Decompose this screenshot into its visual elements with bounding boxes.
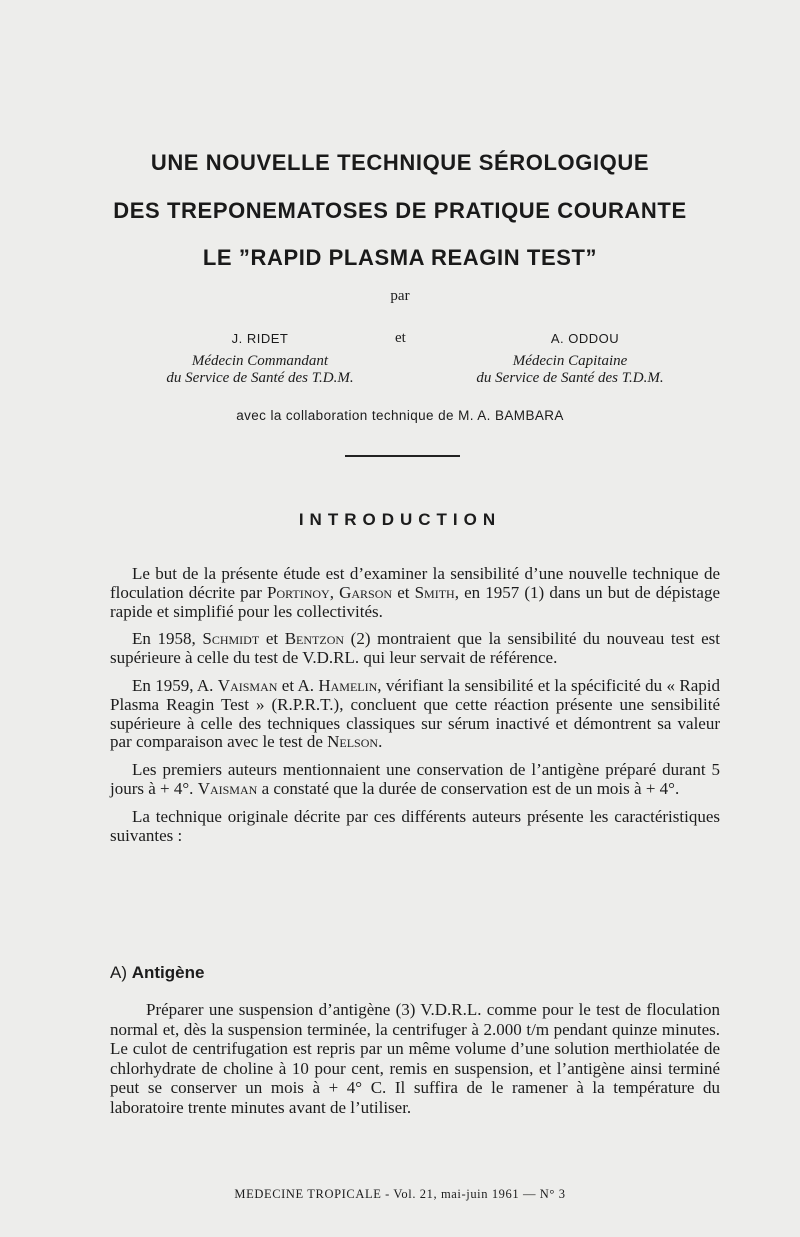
title-line-3: LE ”RAPID PLASMA REAGIN TEST” [202, 245, 598, 270]
paragraph-4: Les premiers auteurs mentionnaient une conservation de l’antigène préparé durant 5 jours à + 4°. Vaisman a constaté que la durée de conservation est de un mois à + 4°. [110, 760, 720, 798]
author-2-service: du Service de Santé des T.D.M. [476, 370, 664, 386]
section-label: A) [110, 963, 132, 982]
journal-footer: MEDECINE TROPICALE - Vol. 21, mai-juin 1961 — N° 3 [234, 1187, 566, 1201]
paragraph-3: En 1959, A. Vaisman et A. Hamelin, vérifiant la sensibilité et la spécificité du « Rapid Plasma Reagin Test » (R.P.R.T.), concluent que cette réaction présente une sensibilité supérieure à celle des techniques classiques sur sérum inactivé et démontrent sa valeur par comparaison avec le test de Nelson. [110, 675, 720, 752]
section-heading-introduction: INTRODUCTION [298, 510, 502, 529]
by-label: par [390, 288, 410, 304]
author-2-name: A. ODDOU [550, 331, 620, 346]
author-2-role: Médecin Capitaine [512, 353, 628, 369]
paragraph-2: En 1958, Schmidt et Bentzon (2) montraient que la sensibilité du nouveau test est supérieure à celle du test de V.D.RL. qui leur servait de référence. [110, 629, 720, 668]
antigene-body [110, 1000, 720, 1118]
separator-rule [345, 455, 460, 457]
collaboration-line: avec la collaboration technique de M. A. BAMBARA [236, 408, 564, 423]
paragraph-5: La technique originale décrite par ces différents auteurs présente les caractéristiques suivantes : [110, 806, 720, 845]
introduction-body [110, 565, 720, 854]
author-1-name: J. RIDET [231, 331, 289, 346]
section-title: Antigène [131, 963, 205, 982]
antigene-paragraph: Préparer une suspension d’antigène (3) V.D.R.L. comme pour le test de floculation normal et, dès la suspension terminée, la centrifuger à 2.000 t/m pendant quinze minutes. Le culot de centrifugation est repris par un même volume d’une solution merthiolatée de chlorhydrate de choline à 10 pour cent, remis en suspension, et l’antigène ainsi terminé peut se conserver un mois à + 4° C. Il suffira de le ramener à la température du laboratoire trente minutes avant de l’utiliser. [110, 1000, 720, 1117]
section-heading-antigene [110, 963, 204, 983]
title-line-1: UNE NOUVELLE TECHNIQUE SÉROLOGIQUE [150, 150, 650, 175]
author-conjunction: et [395, 330, 406, 346]
author-1-service: du Service de Santé des T.D.M. [166, 370, 354, 386]
author-2-affiliation [420, 353, 720, 387]
title-line-2: DES TREPONEMATOSES DE PRATIQUE COURANTE [113, 198, 687, 223]
author-1-affiliation [90, 353, 430, 387]
author-1-role: Médecin Commandant [191, 353, 329, 369]
paragraph-1: Le but de la présente étude est d’examiner la sensibilité d’une nouvelle technique de floculation décrite par Portinoy, Garson et Smith, en 1957 (1) dans un but de dépistage rapide et simplifié pour les collectivités. [110, 564, 720, 621]
